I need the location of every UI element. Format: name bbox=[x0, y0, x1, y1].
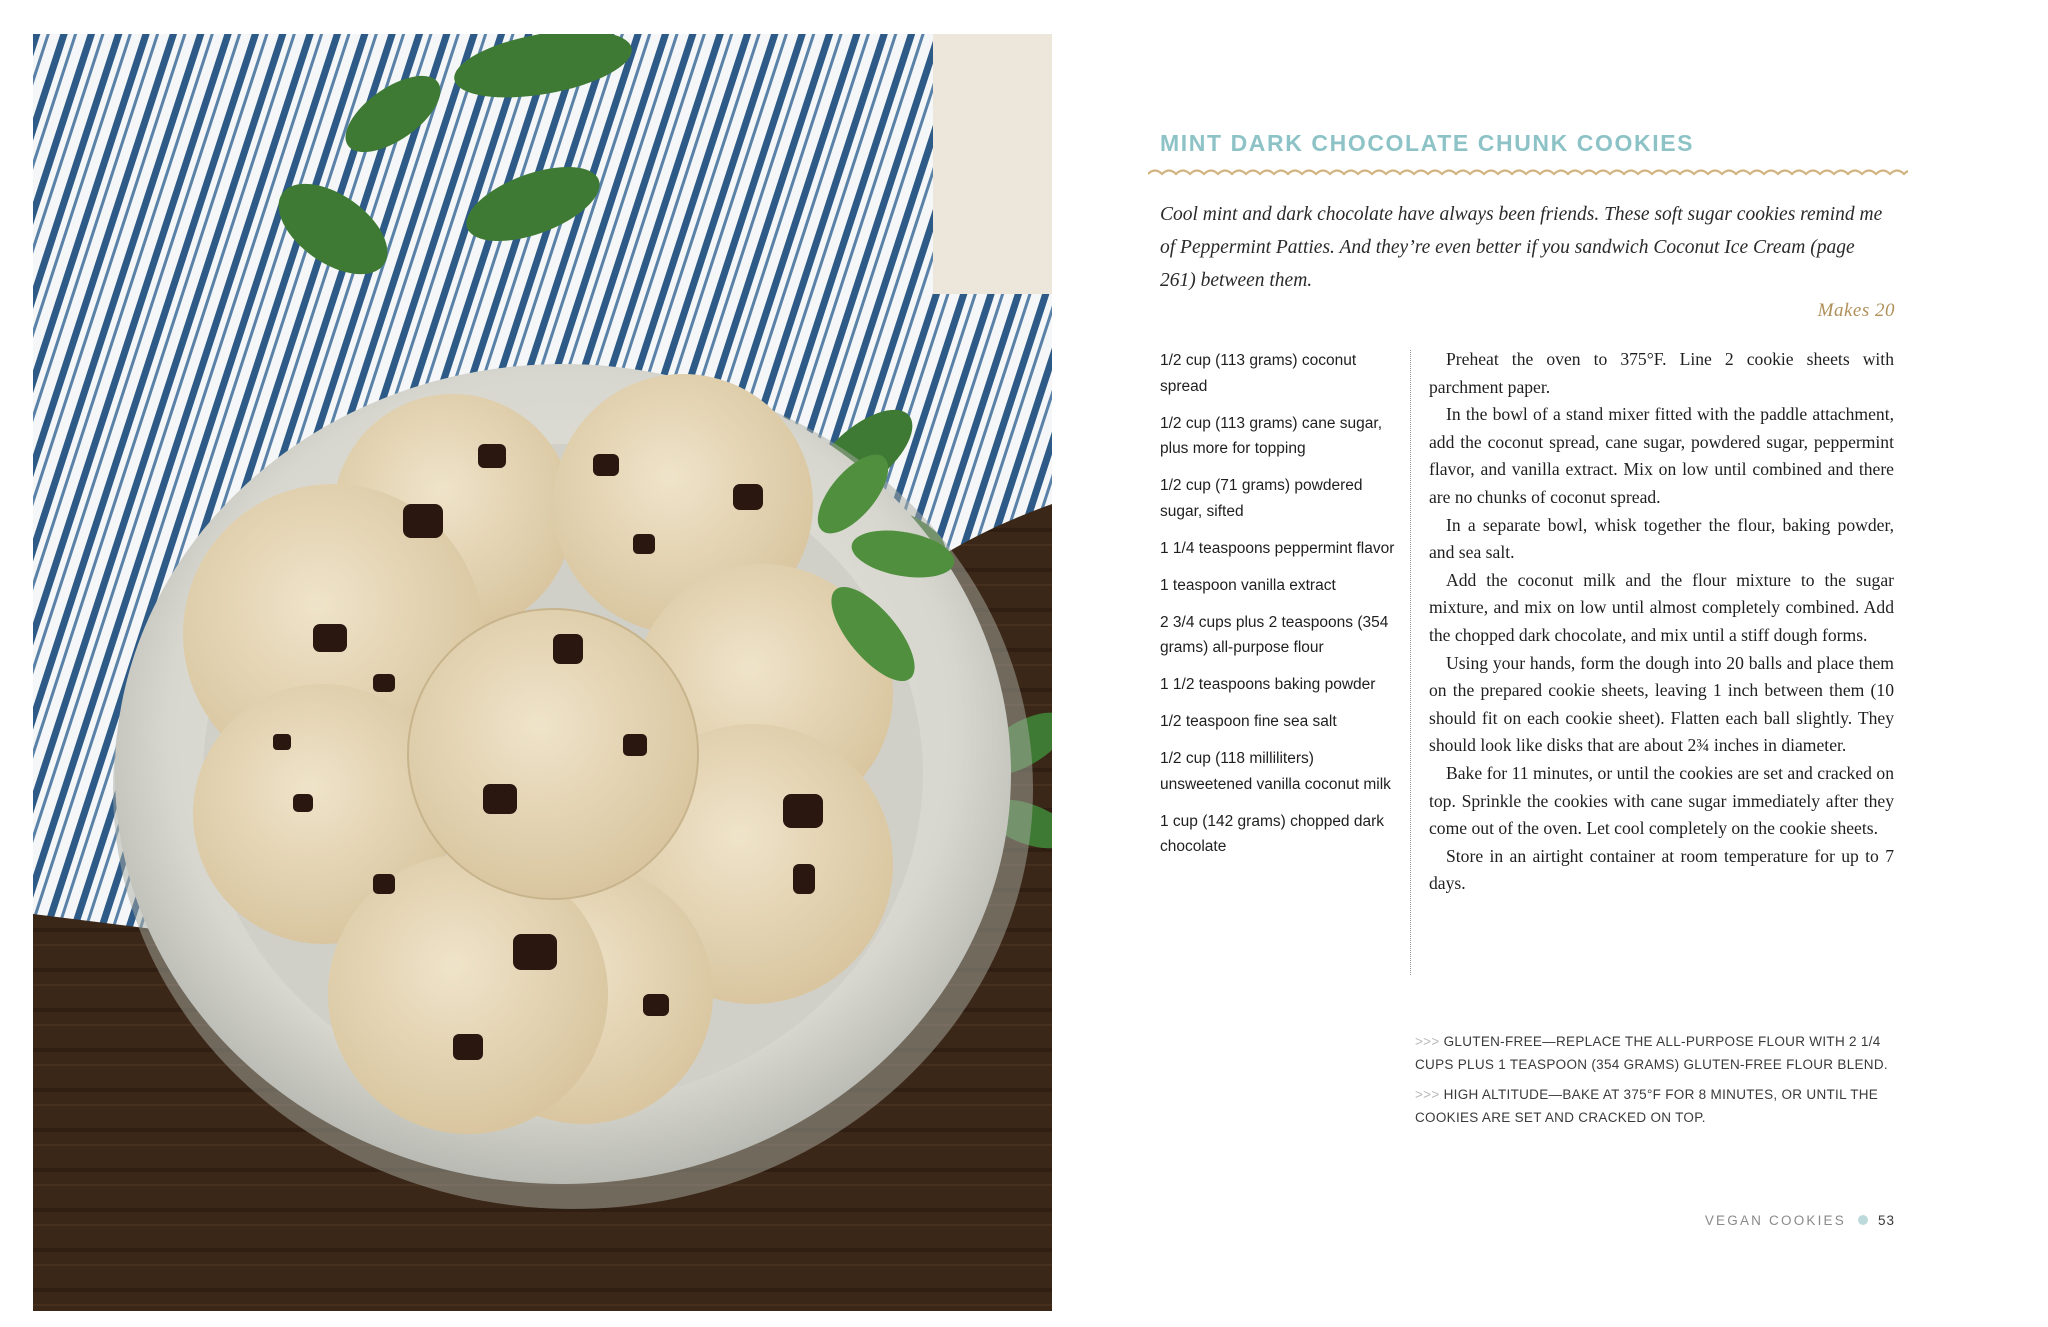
page-number: 53 bbox=[1877, 1213, 1895, 1228]
note-text: HIGH ALTITUDE—BAKE AT 375°F FOR 8 MINUTES, OR UNTIL THE COOKIES ARE SET AND CRACKED ON TOP. bbox=[1415, 1087, 1879, 1125]
ingredient-item: 1/2 cup (71 grams) powdered sugar, sifted bbox=[1160, 477, 1363, 520]
recipe-photo bbox=[33, 34, 1052, 1311]
direction-step: Preheat the oven to 375°F. Line 2 cookie sheets with parchment paper. bbox=[1429, 349, 1894, 397]
ingredient-item: 1/2 cup (113 grams) cane sugar, plus more for topping bbox=[1160, 414, 1383, 457]
direction-step: Store in an airtight container at room temperature for up to 7 days. bbox=[1429, 845, 1894, 894]
direction-step: Bake for 11 minutes, or until the cookies are set and cracked on top. Sprinkle the cookies with cane sugar immediately after they come out of the oven. Let cool completely on the cookie sheets. bbox=[1429, 762, 1894, 839]
recipe-yield: Makes 20 bbox=[1817, 300, 1895, 321]
direction-step: In the bowl of a stand mixer fitted with the paddle attachment, add the coconut spread, cane sugar, powdered sugar, peppermint flavor, and vanilla extract. Mix on low until combined and there are no chunks of coconut spread. bbox=[1429, 404, 1894, 507]
section-name: VEGAN COOKIES bbox=[1704, 1213, 1846, 1228]
note-text: GLUTEN-FREE—REPLACE THE ALL-PURPOSE FLOUR WITH 2 1/4 CUPS PLUS 1 TEASPOON (354 GRAMS) GLUTEN-FREE FLOUR BLEND. bbox=[1415, 1034, 1888, 1072]
ingredient-list bbox=[1160, 348, 1400, 871]
note-marker: >>> bbox=[1415, 1087, 1440, 1102]
direction-step: Using your hands, form the dough into 20 balls and place them on the prepared cookie sheets, leaving 1 inch between them (10 should fit on each cookie sheet). Flatten each ball slightly. They should look like disks that are about 2¾ inches in diameter. bbox=[1429, 652, 1894, 756]
note-gluten-free bbox=[1415, 1030, 1895, 1076]
page-footer bbox=[1690, 1213, 1895, 1228]
direction-step: In a separate bowl, whisk together the flour, baking powder, and sea salt. bbox=[1429, 514, 1894, 563]
recipe-intro: Cool mint and dark chocolate have always been friends. These soft sugar cookies remind me of Peppermint Patties. And they’re even better if you sandwich Coconut Ice Cream (page 261) between them. bbox=[1160, 204, 1883, 291]
footer-dot-icon bbox=[1858, 1215, 1868, 1225]
title-underline-ornament bbox=[1148, 166, 1908, 180]
ingredient-item: 1 teaspoon vanilla extract bbox=[1160, 576, 1336, 594]
note-high-altitude bbox=[1415, 1083, 1895, 1129]
recipe-directions bbox=[1429, 346, 1894, 898]
ingredient-item: 1/2 teaspoon fine sea salt bbox=[1160, 713, 1337, 730]
direction-step: Add the coconut milk and the flour mixture to the sugar mixture, and mix on low until almost completely combined. Add the chopped dark chocolate, and mix until a stiff dough forms. bbox=[1429, 569, 1894, 645]
ingredient-item: 1 1/2 teaspoons baking powder bbox=[1160, 676, 1376, 693]
ingredient-item: 1/2 cup (113 grams) coconut spread bbox=[1160, 352, 1357, 395]
ingredient-item: 1 cup (142 grams) chopped dark chocolate bbox=[1160, 812, 1385, 855]
ingredient-item: 1/2 cup (118 milliliters) unsweetened vanilla coconut milk bbox=[1160, 750, 1391, 793]
ingredient-item: 2 3/4 cups plus 2 teaspoons (354 grams) all-purpose flour bbox=[1160, 613, 1389, 656]
ingredient-item: 1 1/4 teaspoons peppermint flavor bbox=[1160, 539, 1395, 557]
recipe-title: MINT DARK CHOCOLATE CHUNK COOKIES bbox=[1160, 130, 1695, 156]
note-marker: >>> bbox=[1415, 1034, 1440, 1049]
column-divider bbox=[1410, 350, 1411, 975]
recipe-notes bbox=[1415, 1030, 1895, 1136]
